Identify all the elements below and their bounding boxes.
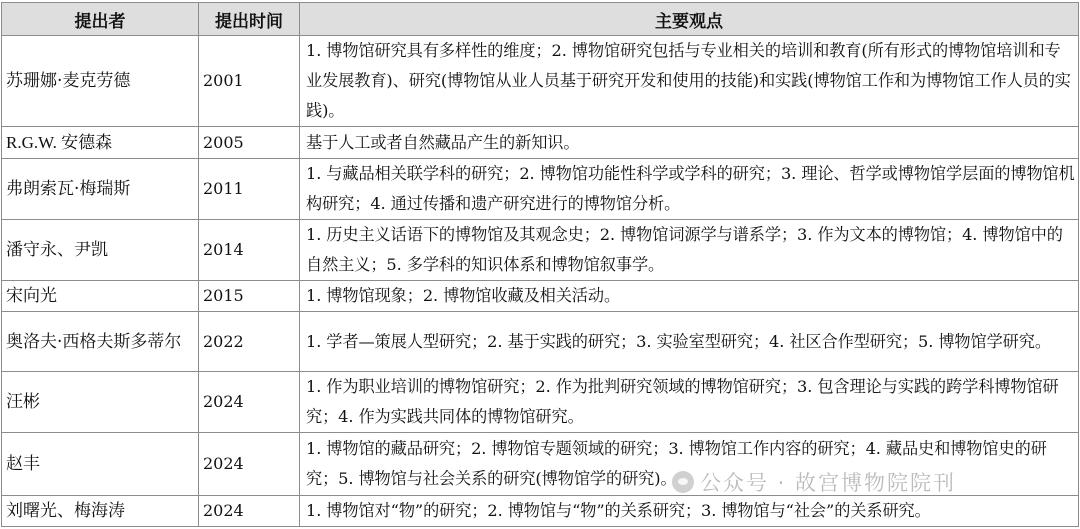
- author-cell: 汪彬: [2, 372, 199, 433]
- view-cell: 1. 博物馆研究具有多样性的维度；2. 博物馆研究包括与专业相关的培训和教育(所有形式的博物馆培训和专业发展教育)、研究(博物馆从业人员基于研究开发和使用的技能)和实践(博物馆工作和为博物馆工作人员的实践)。: [300, 36, 1079, 127]
- table-row: [2, 36, 1079, 127]
- year-cell: 2022: [199, 312, 300, 372]
- year-cell: 2024: [199, 372, 300, 433]
- year-cell: 2011: [199, 159, 300, 220]
- header-view: 主要观点: [300, 3, 1079, 36]
- year-cell: 2015: [199, 281, 300, 312]
- header-author: 提出者: [2, 3, 199, 36]
- header-year: 提出时间: [199, 3, 300, 36]
- table-row: [2, 312, 1079, 372]
- author-cell: 刘曙光、梅海涛: [2, 496, 199, 527]
- view-cell: 1. 博物馆现象；2. 博物馆收藏及相关活动。: [300, 281, 1079, 312]
- author-cell: 奥洛夫·西格夫斯多蒂尔: [2, 312, 199, 372]
- author-cell: 宋向光: [2, 281, 199, 312]
- view-cell: 1. 与藏品相关联学科的研究；2. 博物馆功能性科学或学科的研究；3. 理论、哲学或博物馆学层面的博物馆机构研究；4. 通过传播和遗产研究进行的博物馆分析。: [300, 159, 1079, 220]
- table-row: [2, 433, 1079, 496]
- header-row: [2, 3, 1079, 36]
- year-cell: 2024: [199, 496, 300, 527]
- year-cell: 2001: [199, 36, 300, 127]
- author-cell: 赵丰: [2, 433, 199, 496]
- research-views-table: [1, 2, 1079, 527]
- author-cell: R.G.W. 安德森: [2, 127, 199, 159]
- author-cell: 弗朗索瓦·梅瑞斯: [2, 159, 199, 220]
- view-cell: 1. 作为职业培训的博物馆研究；2. 作为批判研究领域的博物馆研究；3. 包含理论与实践的跨学科博物馆研究；4. 作为实践共同体的博物馆研究。: [300, 372, 1079, 433]
- author-cell: 潘守永、尹凯: [2, 220, 199, 281]
- author-cell: 苏珊娜·麦克劳德: [2, 36, 199, 127]
- view-cell: 1. 学者—策展人型研究；2. 基于实践的研究；3. 实验室型研究；4. 社区合作型研究；5. 博物馆学研究。: [300, 312, 1079, 372]
- view-cell: 1. 博物馆对“物”的研究；2. 博物馆与“物”的关系研究；3. 博物馆与“社会”的关系研究。: [300, 496, 1079, 527]
- year-cell: 2005: [199, 127, 300, 159]
- view-cell: 1. 博物馆的藏品研究；2. 博物馆专题领域的研究；3. 博物馆工作内容的研究；4. 藏品史和博物馆史的研究；5. 博物馆与社会关系的研究(博物馆学的研究)。: [300, 433, 1079, 496]
- table-row: [2, 159, 1079, 220]
- table-row: [2, 281, 1079, 312]
- table-row: [2, 372, 1079, 433]
- table-row: [2, 127, 1079, 159]
- view-cell: 基于人工或者自然藏品产生的新知识。: [300, 127, 1079, 159]
- table-row: [2, 496, 1079, 527]
- year-cell: 2024: [199, 433, 300, 496]
- year-cell: 2014: [199, 220, 300, 281]
- watermark-text: 公众号 · 故宫博物院院刊: [700, 471, 957, 495]
- table-row: [2, 220, 1079, 281]
- view-cell: 1. 历史主义话语下的博物馆及其观念史；2. 博物馆词源学与谱系学；3. 作为文本的博物馆；4. 博物馆中的自然主义；5. 多学科的知识体系和博物馆叙事学。: [300, 220, 1079, 281]
